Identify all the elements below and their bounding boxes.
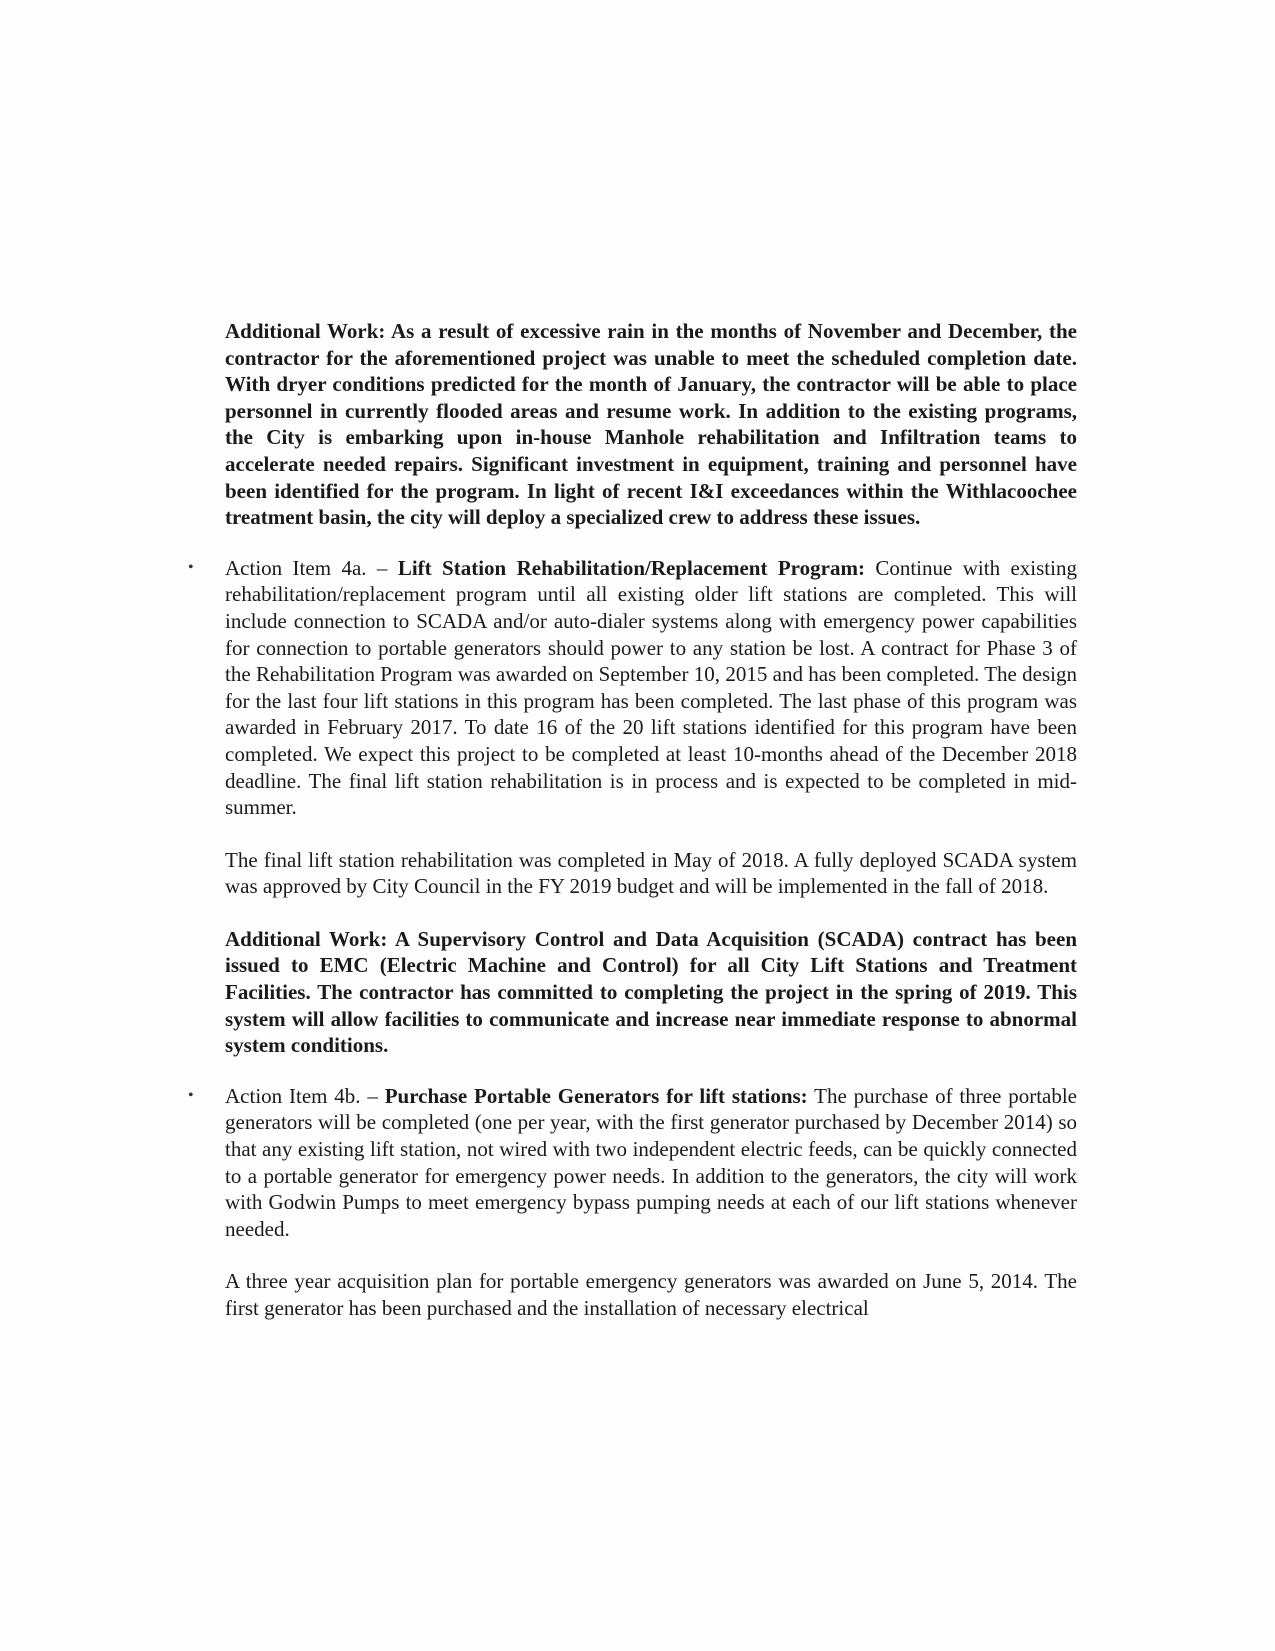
action-item-4a-body: Continue with existing rehabilitation/replacement program until all existing older lift stations are completed. This will include connection to SCADA and/or auto-dialer systems along with emergency power capabilities for connection to portable generators should power to any station be lost. A contract for Phase 3 of the Rehabilitation Program was awarded on September 10, 2015 and has been completed. The design for the last four lift stations in this program has been completed. The last phase of this program was awarded in February 2017. To date 16 of the 20 lift stations identified for this program have been completed. We expect this project to be completed at least 10-months ahead of the December 2018 deadline. The final lift station rehabilitation is in process and is expected to be completed in mid-summer. xyxy=(225,555,1077,820)
action-item-4b-title: Purchase Portable Generators for lift stations: xyxy=(384,1083,808,1108)
action-item-4a-text xyxy=(225,555,1077,821)
additional-work-paragraph-2: Additional Work: A Supervisory Control and Data Acquisition (SCADA) contract has been issued to EMC (Electric Machine and Control) for all City Lift Stations and Treatment Facilities. The contractor has committed to completing the project in the spring of 2019. This system will allow facilities to communicate and increase near immediate response to abnormal system conditions. xyxy=(225,926,1077,1058)
action-item-4b-text xyxy=(225,1083,1077,1243)
action-item-4b xyxy=(188,1083,1078,1243)
additional-work-paragraph-1: Additional Work: As a result of excessive rain in the months of November and December, the contractor for the aforementioned project was unable to meet the scheduled completion date. With dryer conditions predicted for the month of January, the contractor will be able to place personnel in currently flooded areas and resume work. In addition to the existing programs, the City is embarking upon in-house Manhole rehabilitation and Infiltration teams to accelerate needed repairs. Significant investment in equipment, training and personnel have been identified for the program. In light of recent I&I exceedances within the Withlacoochee treatment basin, the city will deploy a specialized crew to address these issues. xyxy=(225,319,1077,530)
action-item-4a xyxy=(188,555,1077,821)
lift-station-completion-paragraph: The final lift station rehabilitation was completed in May of 2018. A fully deployed SCADA system was approved by City Council in the FY 2019 budget and will be implemented in the fall of 2018. xyxy=(225,847,1077,899)
action-item-4a-title: Lift Station Rehabilitation/Replacement Program: xyxy=(397,555,865,580)
document-body xyxy=(188,318,1078,1322)
bullet-icon: • xyxy=(188,558,194,576)
generator-acquisition-paragraph: A three year acquisition plan for portable emergency generators was awarded on June 5, 2014. The first generator has been purchased and the installation of necessary electrical xyxy=(225,1269,1077,1320)
bullet-icon: • xyxy=(188,1086,194,1104)
action-item-4b-body: The purchase of three portable generators will be completed (one per year, with the first generator purchased by December 2014) so that any existing lift station, not wired with two independent electric feeds, can be quickly connected to a portable generator for emergency power needs. In addition to the generators, the city will work with Godwin Pumps to meet emergency bypass pumping needs at each of our lift stations whenever needed. xyxy=(225,1083,1078,1241)
action-item-4a-prefix: Action Item 4a. – xyxy=(225,555,398,580)
action-item-4b-prefix: Action Item 4b. – xyxy=(225,1083,385,1108)
